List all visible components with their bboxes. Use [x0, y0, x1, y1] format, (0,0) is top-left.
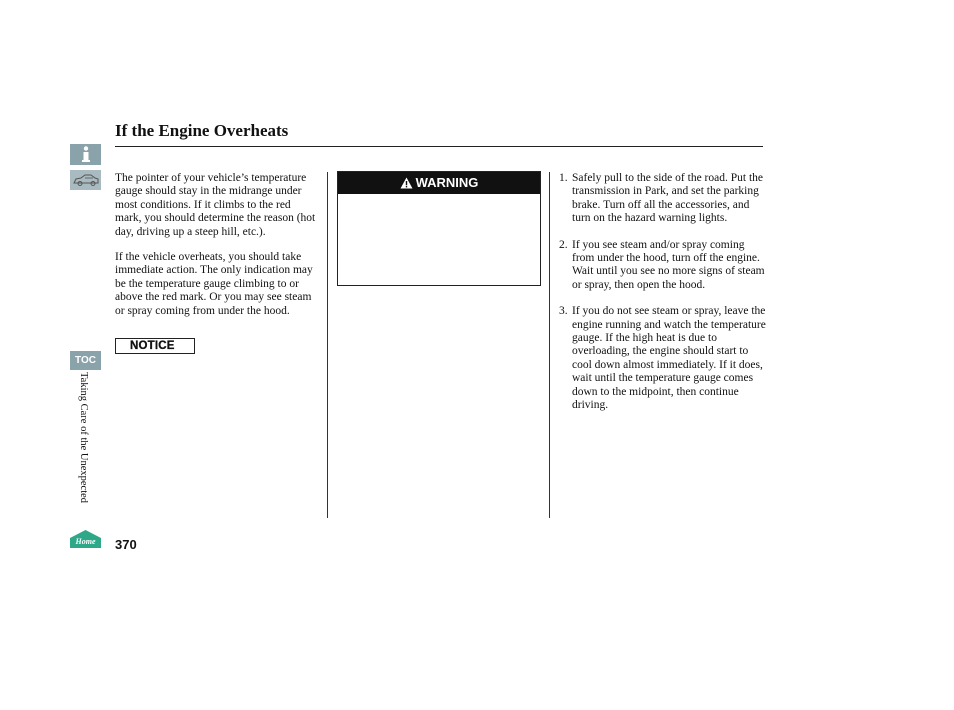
page-title: If the Engine Overheats: [115, 121, 289, 140]
page-number: 370: [115, 537, 137, 552]
car-icon: [72, 173, 100, 187]
step-number: 1.: [559, 172, 568, 184]
step-text: Safely pull to the side of the road. Put the transmission in Park, and set the parking brake. Turn off all the accessories, and turn on the hazard warning lights.: [572, 172, 763, 225]
column-divider: [549, 172, 550, 518]
column-divider: [327, 172, 328, 518]
info-button[interactable]: [70, 144, 101, 165]
home-button[interactable]: [70, 530, 101, 548]
section-label: Taking Care of the Unexpected: [78, 372, 89, 504]
step-number: 3.: [559, 305, 568, 318]
warning-triangle-icon: [400, 177, 413, 189]
steps-column: [559, 172, 769, 426]
title-divider: [115, 146, 763, 147]
warning-label: WARNING: [415, 175, 479, 190]
step-text: If you do not see steam or spray, leave the engine running and watch the temperature gauge. If the high heat is due to overloading, the engine should start to cool down almost immediately. If it does, wait until the temperature gauge comes down to the midpoint, then continue driving.: [572, 305, 766, 412]
paragraph: The pointer of your vehicle’s temperature gauge should stay in the midrange under most conditions. If it climbs to the red mark, you should determine the reason (hot day, driving up a steep hill, etc.).: [115, 172, 316, 238]
home-label: Home: [75, 537, 96, 546]
toc-button[interactable]: TOC: [70, 351, 101, 370]
info-icon: [80, 146, 92, 163]
list-item: [559, 239, 769, 293]
vehicle-button[interactable]: [70, 170, 101, 190]
warning-header: [338, 172, 540, 194]
list-item: [559, 305, 769, 412]
step-text: If you see steam and/or spray coming from under the hood, turn off the engine. Wait until you see no more signs of steam or spray, then open the hood.: [572, 238, 765, 291]
list-item: [559, 172, 769, 226]
step-number: 2.: [559, 238, 568, 251]
paragraph: If the vehicle overheats, you should take immediate action. The only indication may be the temperature gauge climbing to or above the red mark. Or you may see steam or spray coming from under the hood.: [115, 251, 313, 317]
intro-column: [115, 172, 320, 354]
notice-label: NOTICE: [115, 338, 195, 354]
warning-box: [337, 171, 541, 286]
home-icon: [70, 530, 101, 548]
